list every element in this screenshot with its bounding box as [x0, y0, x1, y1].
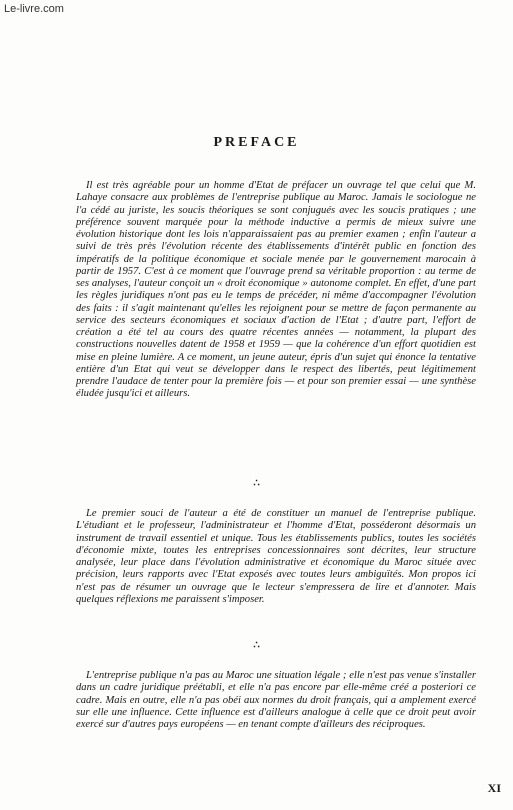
page-number: XI — [487, 781, 501, 795]
paragraph-2: Le premier souci de l'auteur a été de constituer un manuel de l'entreprise publique. L'étudiant et le professeur, l'administrateur et l'homme d'Etat, posséderont désormais un instrument de travail essentiel et unique. Tous les établissements publics, toutes les sociétés d'économie mixte, toutes les entreprises concessionnaires sont décrites, leur structure analysée, leur place dans l'évolution administrative et économique du Maroc située avec précision, leurs rapports avec l'Etat exposés avec toutes leurs ambiguïtés. Mon propos ici n'est pas de résumer un ouvrage que le lecteur s'empressera de lire et d'annoter. Mais quelques réflexions me paraissent s'imposer. — [76, 508, 476, 605]
page-title: PREFACE — [213, 135, 300, 150]
watermark-text: Le-livre.com — [4, 3, 64, 15]
paragraph-3: L'entreprise publique n'a pas au Maroc une situation légale ; elle n'est pas venue s'installer dans un cadre juridique préétabli, et elle n'a pas encore par elle-même créé a posteriori ce cadre. Mais en outre, elle n'a pas obéi aux normes du droit français, qui a amplement exercé sur elle une influence. Cette influence est d'ailleurs analogue à celle que ce droit peut avoir exercé sur d'autres pays européens — en tenant compte d'ailleurs des réciproques. — [76, 670, 476, 730]
section-separator-1: ∴ — [253, 478, 260, 489]
section-separator-2: ∴ — [253, 640, 260, 651]
paragraph-1: Il est très agréable pour un homme d'Etat de préfacer un ouvrage tel que celui que M. Lahaye consacre aux problèmes de l'entreprise publique au Maroc. Jamais le sociologue ne l'a cédé au juriste, les soucis théoriques se sont conjugués avec les soucis pratiques ; une préférence souvent marquée pour la méthode inductive a permis de mieux suivre une évolution historique dont les lois n'apparaissaient pas au premier examen ; enfin l'auteur a suivi de très près l'évolution récente des établissements d'intérêt public en fonction des impératifs de la politique économique et sociale menée par le gouvernement marocain à partir de 1957. C'est à ce moment que l'ouvrage prend sa véritable proportion : au terme de ses analyses, l'auteur conçoit un « droit économique » autonome complet. En effet, d'une part les règles juridiques n'ont pas eu le temps de précéder, ni même d'accompagner l'évolution des faits : il s'agit maintenant qu'elles les rejoignent pour se mettre de façon permanente au service des secteurs économiques et sociaux d'action de l'Etat ; d'autre part, l'effort de création a été tel au cours des quatre récentes années — notamment, la plupart des constructions nouvelles datent de 1958 et 1959 — que la cohérence d'un effort quotidien est mise en pleine lumière. A ce moment, un jeune auteur, épris d'un sujet qui énonce la tentative entière d'un Etat qui veut se développer dans le respect des libertés, peut légitimement prendre l'audace de tenter pour la première fois — et pour son premier essai — une synthèse éludée jusqu'ici et ailleurs. — [76, 180, 476, 400]
